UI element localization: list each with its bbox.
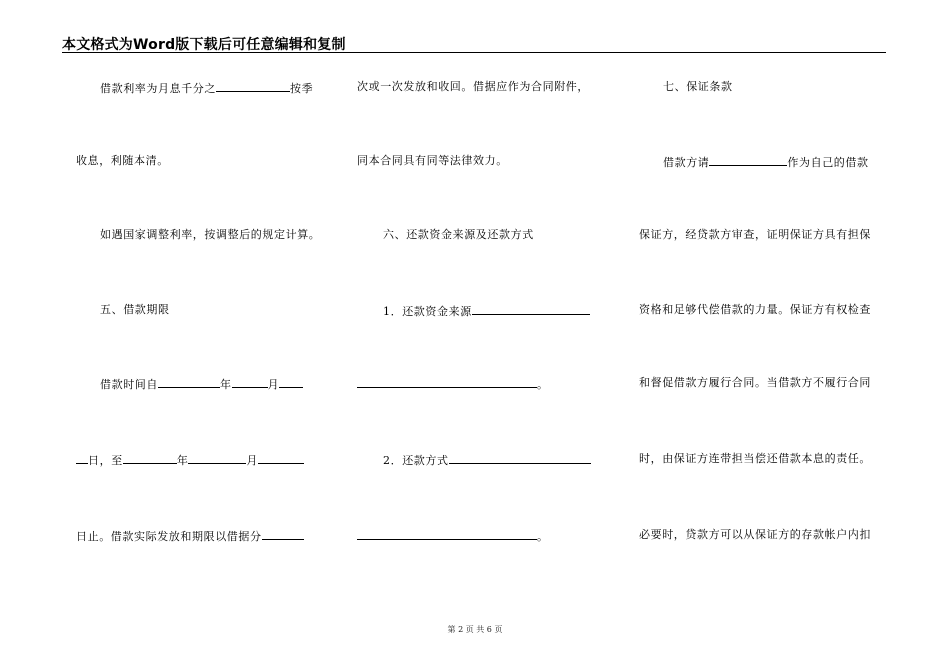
- text-line: 次或一次发放和收回。借据应作为合同附件，: [357, 80, 589, 93]
- text-line: [383, 452, 591, 468]
- text-line: 如遇国家调整利率，按调整后的规定计算。: [100, 228, 321, 241]
- text-segment: 日，至: [88, 454, 123, 467]
- blank-field: [158, 376, 220, 388]
- text-line: 收息，利随本清。: [76, 154, 169, 167]
- text-segment: 1．还款资金来源: [383, 305, 472, 318]
- text-segment: 按季: [290, 82, 314, 95]
- text-segment: 2．还款方式: [383, 454, 449, 467]
- section-heading: 七、保证条款: [663, 80, 733, 93]
- blank-field: [449, 452, 591, 464]
- blank-field: [472, 303, 590, 315]
- blank-field: [258, 452, 304, 464]
- blank-field: [216, 80, 290, 92]
- text-segment: 借款时间自: [100, 378, 158, 391]
- blank-field: [232, 376, 268, 388]
- text-line: [76, 528, 304, 544]
- blank-field: [279, 376, 303, 388]
- text-segment: 。: [537, 378, 549, 391]
- blank-field: [76, 452, 88, 464]
- blank-field: [357, 528, 537, 540]
- text-line: [383, 303, 590, 319]
- text-line: 同本合同具有同等法律效力。: [357, 154, 508, 167]
- blank-field: [357, 376, 537, 388]
- text-segment: 年: [220, 378, 232, 391]
- document-header-title: 本文格式为Word版下载后可任意编辑和复制: [62, 37, 346, 53]
- text-segment: 日止。借款实际发放和期限以借据分: [76, 530, 262, 543]
- text-line: [76, 452, 304, 468]
- text-segment: 借款方请: [663, 156, 710, 169]
- text-line: [357, 376, 549, 392]
- blank-field: [188, 452, 246, 464]
- text-segment: 月: [246, 454, 259, 467]
- text-line: 和督促借款方履行合同。当借款方不履行合同: [639, 376, 871, 389]
- text-line: 保证方，经贷款方审查，证明保证方具有担保: [639, 228, 871, 241]
- text-line: [100, 376, 303, 392]
- text-segment: 借款利率为月息千分之: [100, 82, 216, 95]
- text-segment: 月: [267, 378, 280, 391]
- text-segment: 年: [176, 454, 189, 467]
- blank-field: [709, 154, 787, 166]
- text-segment: 作为自己的借款: [787, 156, 869, 169]
- page-number: 第 2 页 共 6 页: [447, 625, 503, 634]
- blank-field: [262, 528, 304, 540]
- header-divider: [62, 52, 886, 53]
- section-heading: 五、借款期限: [100, 303, 170, 316]
- text-line: 时，由保证方连带担当偿还借款本息的责任。: [639, 452, 871, 465]
- text-line: 资格和足够代偿借款的力量。保证方有权检查: [639, 303, 871, 316]
- text-line: [663, 154, 869, 170]
- text-line: [357, 528, 549, 544]
- section-heading: 六、还款资金来源及还款方式: [383, 228, 534, 241]
- text-line: [100, 80, 313, 96]
- text-segment: 。: [537, 530, 549, 543]
- text-line: 必要时，贷款方可以从保证方的存款帐户内扣: [639, 528, 871, 541]
- blank-field: [123, 452, 177, 464]
